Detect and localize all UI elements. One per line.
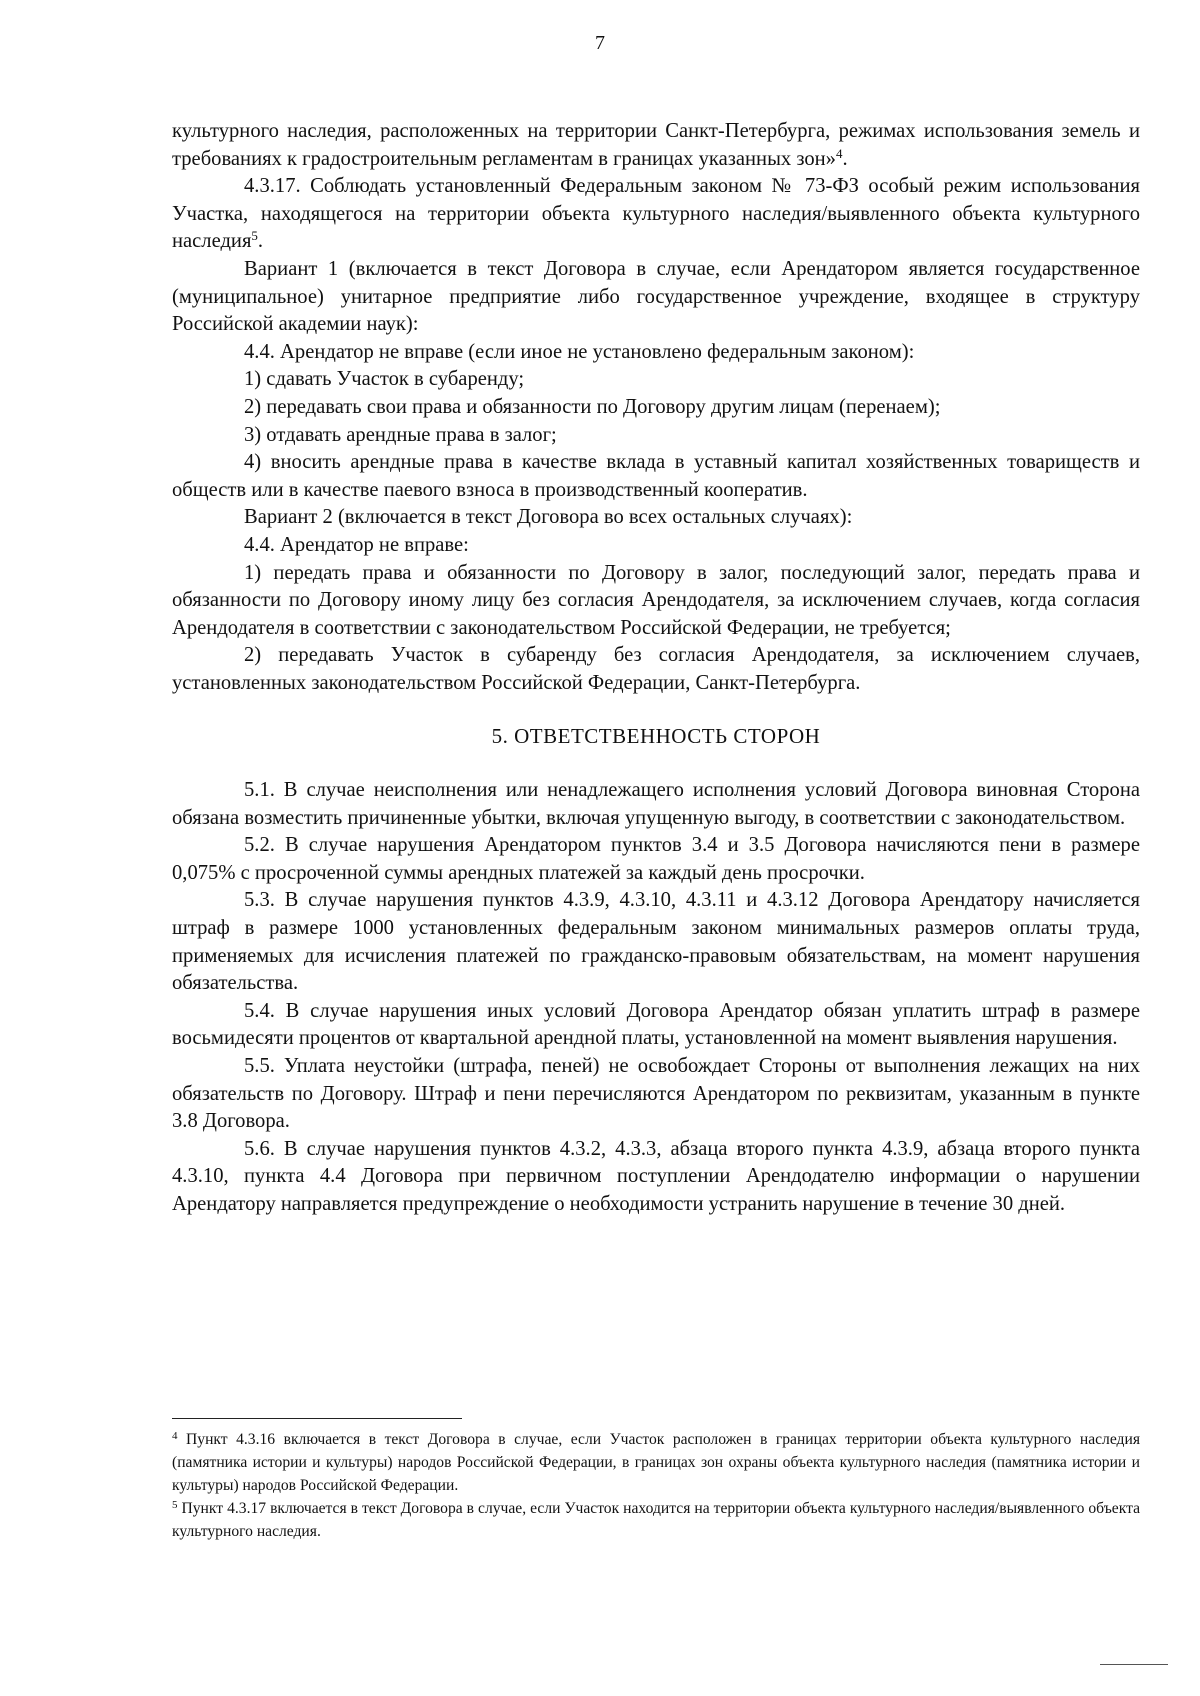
- footnotes: [172, 1428, 1140, 1543]
- paragraph-5-4: 5.4. В случае нарушения иных условий Договора Арендатор обязан уплатить штраф в размере восьмидесяти процентов от квартальной арендной платы, установленной на момент выявления нарушения.: [172, 999, 1140, 1050]
- paragraph-4-4-v1: 4.4. Арендатор не вправе (если иное не установлено федеральным законом):: [244, 340, 915, 363]
- paragraph-continuation: культурного наследия, расположенных на территории Санкт-Петербурга, режимах использования земель и требованиях к градостроительным регламентам в границах указанных зон»$^4$.: [172, 120, 1140, 170]
- paragraph-variant-2: Вариант 2 (включается в текст Договора во всех остальных случаях):: [244, 506, 853, 529]
- footnote-ref-4[interactable]: 4: [835, 145, 843, 161]
- paragraph-4-4-v2: 4.4. Арендатор не вправе:: [244, 533, 469, 556]
- paragraph-5-5: 5.5. Уплата неустойки (штрафа, пеней) не освобождает Стороны от выполнения лежащих на них обязательств по Договору. Штраф и пени перечисляются Арендатором по реквизитам, указанным в пункте 3.8 Договора.: [172, 1055, 1140, 1133]
- paragraph-5-3: 5.3. В случае нарушения пунктов 4.3.9, 4.3.10, 4.3.11 и 4.3.12 Договора Арендатору начисляется штраф в размере 1000 установленных федеральным законом минимальных размеров оплаты труда, применяемых для исчисления платежей по гражданско-правовым обязательствам, на момент нарушения обязательства.: [172, 889, 1140, 995]
- footnote-4: $^4$ Пункт 4.3.16 включается в текст Договора в случае, если Участок расположен в границах территории объекта культурного наследия (памятника истории и культуры) народов Российской Федерации, в границах зон охраны объекта культурного наследия (памятника истории и культуры) народов Российской Федерации.: [172, 1430, 1140, 1494]
- footnote-mark-4: 4: [172, 1430, 178, 1442]
- list-item-v1-1: 1) сдавать Участок в субаренду;: [244, 368, 525, 391]
- paragraph-4-3-17: 4.3.17. Соблюдать установленный Федеральным законом № 73-ФЗ особый режим использования Участка, находящегося на территории объекта культурного наследия/выявленного объекта культурного наследия$^5$.: [172, 175, 1140, 253]
- paragraph-5-1: 5.1. В случае неисполнения или ненадлежащего исполнения условий Договора виновная Сторона обязана возместить причиненные убытки, включая упущенную выгоду, в соответствии с законодательством.: [172, 779, 1140, 829]
- paragraph-5-6: 5.6. В случае нарушения пунктов 4.3.2, 4.3.3, абзаца второго пункта 4.3.9, абзаца второго пункта 4.3.10, пункта 4.4 Договора при первичном поступлении Арендодателю информации о нарушении Арендатору направляется предупреждение о необходимости устранить нарушение в течение 30 дней.: [172, 1137, 1140, 1215]
- document-body: [172, 118, 1140, 1219]
- list-item-v1-3: 3) отдавать арендные права в залог;: [244, 423, 557, 446]
- footnote-ref-5[interactable]: 5: [251, 228, 258, 244]
- footnote-divider: [172, 1418, 462, 1419]
- footnote-5: $^5$ Пункт 4.3.17 включается в текст Договора в случае, если Участок находится на территории объекта культурного наследия/выявленного объекта культурного наследия.: [172, 1499, 1140, 1540]
- list-item-v1-2: 2) передавать свои права и обязанности по Договору другим лицам (перенаем);: [244, 395, 941, 418]
- paragraph-5-2: 5.2. В случае нарушения Арендатором пунктов 3.4 и 3.5 Договора начисляются пени в размере 0,075% с просроченной суммы арендных платежей за каждый день просрочки.: [172, 834, 1140, 884]
- list-item-v2-2: 2) передавать Участок в субаренду без согласия Арендодателя, за исключением случаев, установленных законодательством Российской Федерации, Санкт-Петербурга.: [172, 644, 1140, 694]
- list-item-v1-4: 4) вносить арендные права в качестве вклада в уставный капитал хозяйственных товариществ и обществ или в качестве паевого взноса в производственный кооператив.: [172, 451, 1140, 501]
- list-item-v2-1: 1) передать права и обязанности по Договору в залог, последующий залог, передать права и обязанности по Договору иному лицу без согласия Арендодателя, за исключением случаев, когда согласия Арендодателя в соответствии с законодательством Российской Федерации, не требуется;: [172, 561, 1140, 639]
- scan-corner-mark: [1100, 1664, 1168, 1665]
- page-number: 7: [595, 32, 605, 54]
- footnote-mark-5: 5: [172, 1499, 178, 1511]
- paragraph-variant-1: Вариант 1 (включается в текст Договора в случае, если Арендатором является государственное (муниципальное) унитарное предприятие либо государственное учреждение, входящее в структуру Российской академии наук):: [172, 257, 1140, 336]
- section-heading: 5. ОТВЕТСТВЕННОСТЬ СТОРОН: [491, 724, 821, 749]
